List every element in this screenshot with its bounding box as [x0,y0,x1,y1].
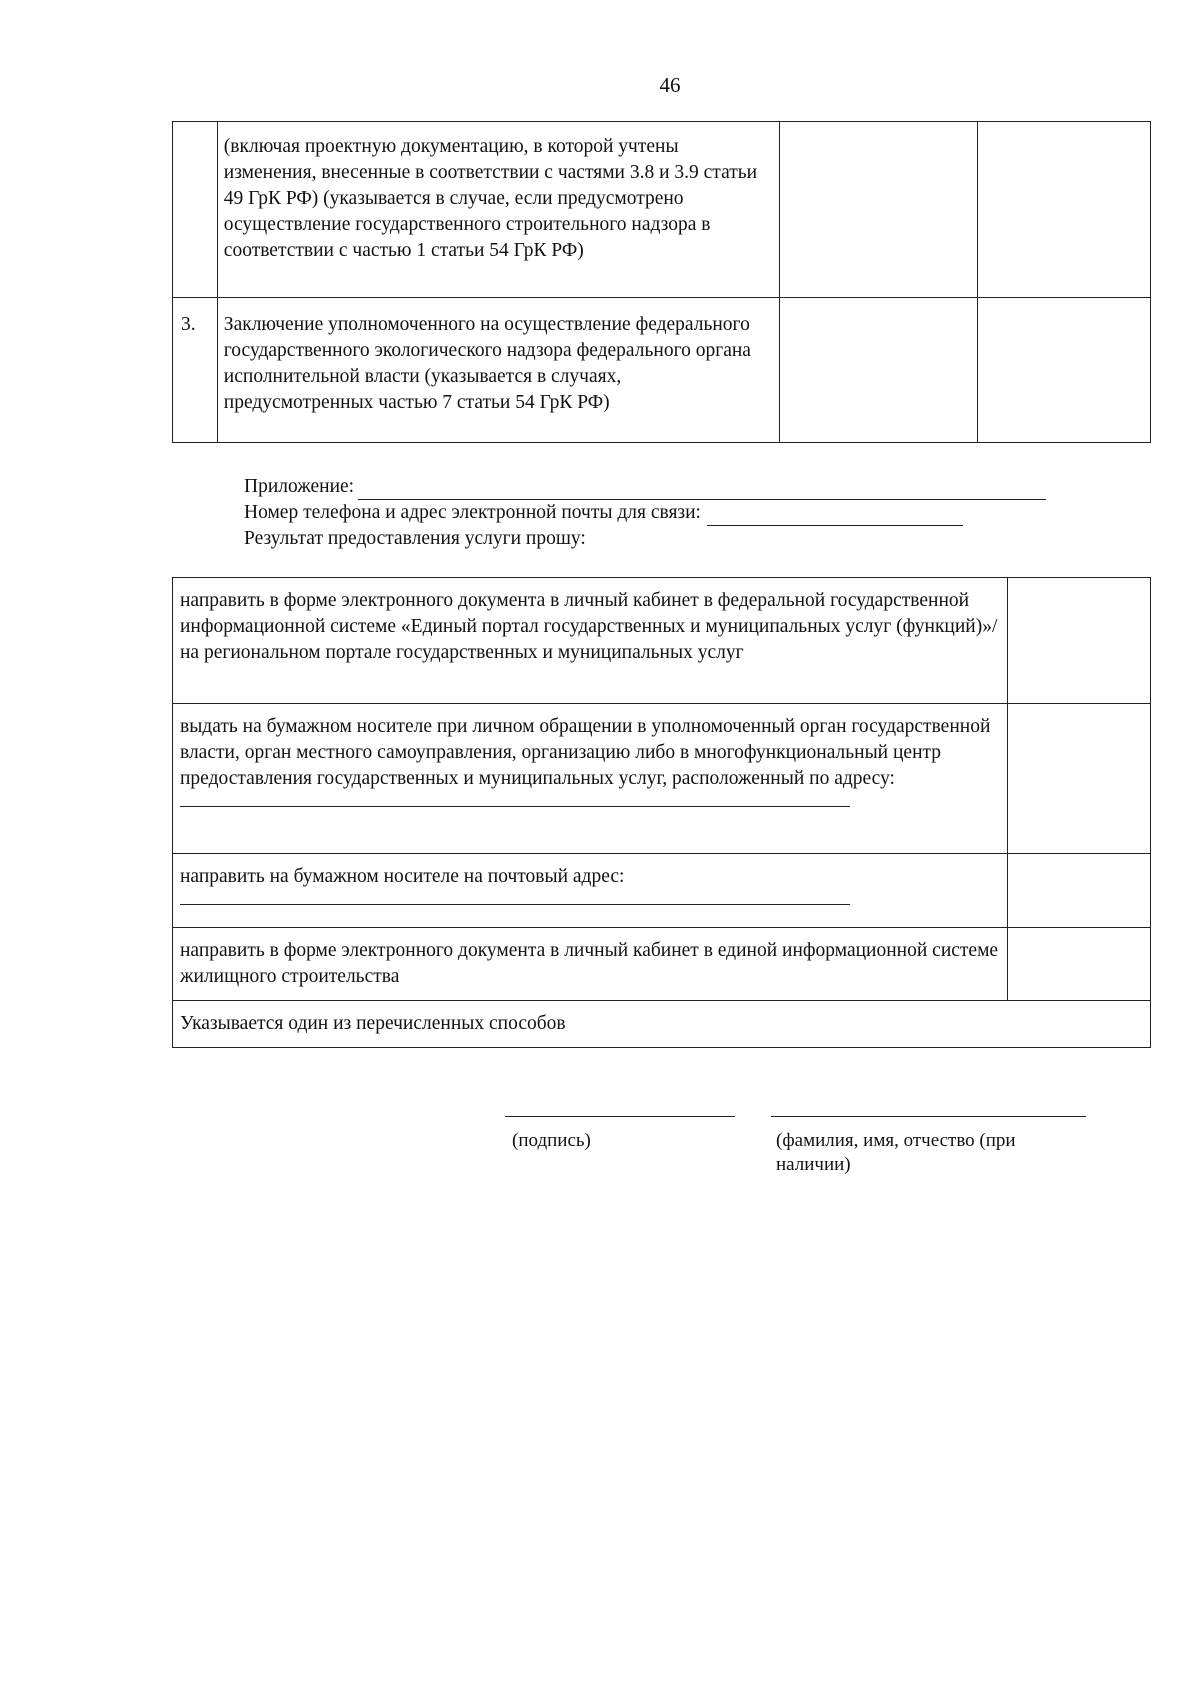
attachment-line [244,474,1144,500]
delivery-option-row [173,928,1151,1001]
row-cell-4[interactable] [978,298,1151,443]
full-name-field[interactable] [771,1116,1086,1117]
table-row [173,122,1151,298]
row-description: Заключение уполномоченного на осуществление федерального государственного экологического надзора федерального органа исполнительной власти (указывается в случаях, предусмотренных частью 7 статьи 54 ГрК РФ) [217,298,779,443]
delivery-option-text: направить в форме электронного документа в личный кабинет в единой информационной системе жилищного строительства [173,928,1008,1001]
full-name-caption: (фамилия, имя, отчество (при наличии) [776,1130,1016,1175]
delivery-option-text: выдать на бумажном носителе при личном обращении в уполномоченный орган государственной власти, орган местного самоуправления, организацию либо в многофункциональный центр предоставления государственных и муниципальных услуг, расположенный по адресу: [180,716,991,789]
result-line [244,526,1144,552]
result-label: Результат предоставления услуги прошу: [244,528,586,549]
contact-label: Номер телефона и адрес электронной почты для связи: [244,502,701,523]
row-number: 3. [173,298,218,443]
attachment-field[interactable] [358,481,1046,500]
delivery-option-checkbox[interactable] [1007,854,1150,928]
contact-line [244,500,1144,526]
postal-address-field[interactable] [180,890,850,905]
delivery-footer-row [173,1001,1151,1048]
delivery-option-checkbox[interactable] [1007,578,1150,704]
documents-table [172,121,1151,443]
table-row [173,298,1151,443]
delivery-option-checkbox[interactable] [1007,704,1150,854]
delivery-option-row [173,704,1151,854]
delivery-option-cell [173,704,1008,854]
delivery-option-text: направить в форме электронного документа в личный кабинет в федеральной государственной информационной системе «Единый портал государственных и муниципальных услуг (функций)»/на региональном портале государственных и муниципальных услуг [173,578,1008,704]
delivery-footer-note: Указывается один из перечисленных способов [173,1001,1151,1048]
delivery-option-row [173,578,1151,704]
row-description: (включая проектную документацию, в которой учтены изменения, внесенные в соответствии с частями 3.8 и 3.9 статьи 49 ГрК РФ) (указывается в случае, если предусмотрено осуществление государственного строительного надзора в соответствии с частью 1 статьи 54 ГрК РФ) [217,122,779,298]
attachment-label: Приложение: [244,476,355,497]
delivery-option-cell [173,854,1008,928]
delivery-option-text: направить на бумажном носителе на почтовый адрес: [180,866,625,887]
delivery-options-table [172,577,1151,1048]
row-cell-4[interactable] [978,122,1151,298]
row-cell-3[interactable] [779,298,978,443]
delivery-option-checkbox[interactable] [1007,928,1150,1001]
delivery-option-row [173,854,1151,928]
signature-caption: (подпись) [512,1130,591,1151]
page-number: 46 [659,73,681,97]
row-cell-3[interactable] [779,122,978,298]
row-number [173,122,218,298]
signature-field[interactable] [505,1116,735,1117]
address-field[interactable] [180,792,850,807]
contact-field[interactable] [707,507,963,526]
application-info [244,474,1144,552]
